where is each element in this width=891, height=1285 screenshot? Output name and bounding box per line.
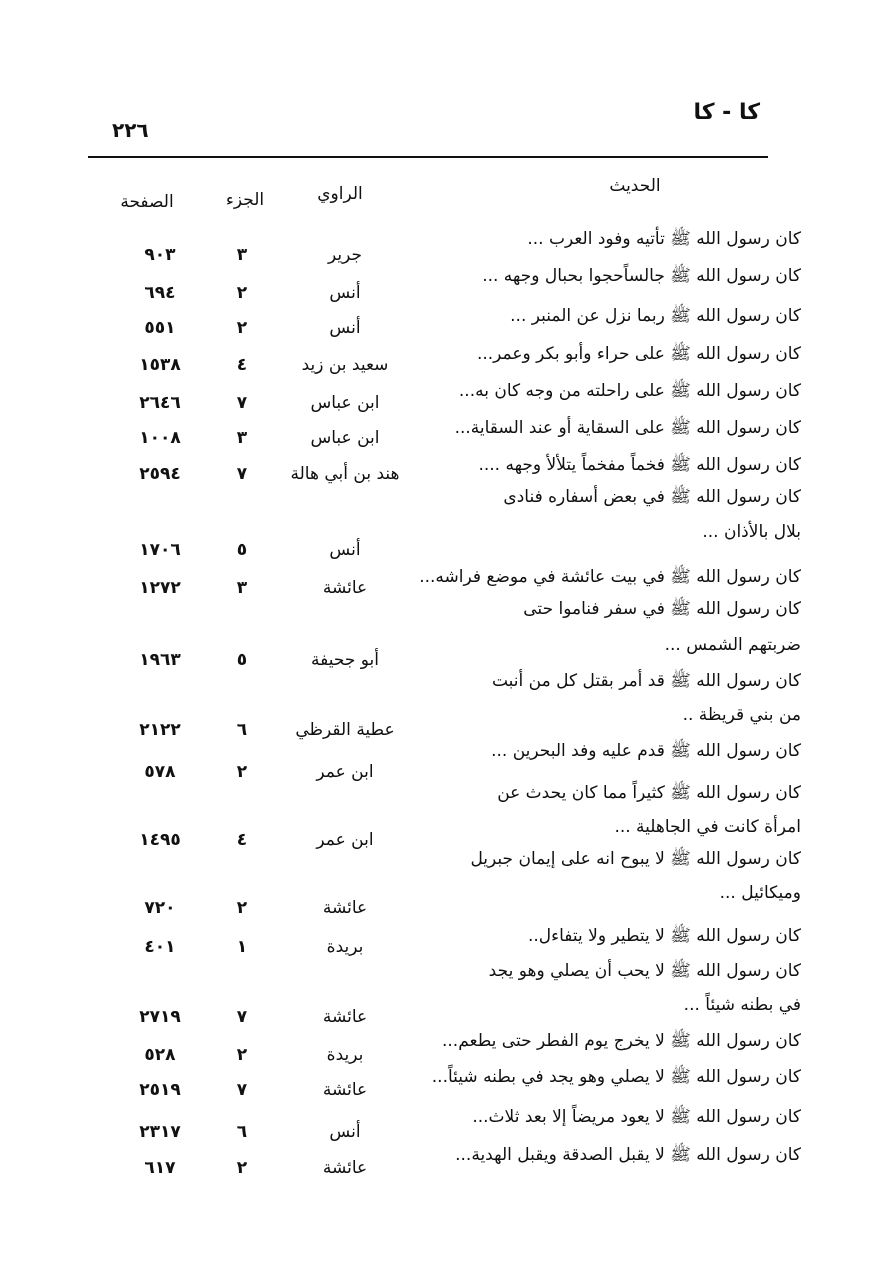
- part-number: ٤: [236, 355, 248, 375]
- hadith-text: كان رسول الله ﷺ كثيراً مما كان يحدث عن: [497, 783, 801, 803]
- hadith-text: كان رسول الله ﷺ لا يقبل الصدقة ويقبل الهدية...: [455, 1145, 801, 1165]
- part-number: ١: [236, 937, 248, 957]
- hadith-text: كان رسول الله ﷺ في بعض أسفاره فنادى: [503, 487, 801, 507]
- part-number: ٦: [236, 1122, 248, 1142]
- page-reference: ١٤٩٥: [139, 830, 181, 850]
- page-reference: ٥٥١: [144, 318, 176, 338]
- hadith-text: كان رسول الله ﷺ قدم عليه وفد البحرين ...: [491, 741, 801, 761]
- column-header-part: الجزء: [225, 190, 265, 210]
- hadith-text: كان رسول الله ﷺ تأتيه وفود العرب ...: [527, 229, 801, 249]
- hadith-text-continuation: وميكائيل ...: [719, 883, 801, 903]
- part-number: ٢: [236, 1045, 248, 1065]
- narrator-name: عائشة: [322, 898, 368, 918]
- hadith-text: كان رسول الله ﷺ على حراء وأبو بكر وعمر...: [476, 344, 801, 364]
- part-number: ٢: [236, 1158, 248, 1178]
- part-number: ٥: [236, 540, 248, 560]
- hadith-text-continuation: في بطنه شيئاً ...: [683, 995, 801, 1015]
- hadith-text: كان رسول الله ﷺ في بيت عائشة في موضع فراشه...: [419, 567, 801, 587]
- narrator-name: عائشة: [322, 578, 368, 598]
- hadith-text: كان رسول الله ﷺ جالساًحجوا بحبال وجهه ...: [482, 266, 801, 286]
- hadith-text: كان رسول الله ﷺ لا يصلي وهو يجد في بطنه شيئاً...: [431, 1067, 801, 1087]
- page-reference: ١٢٧٢: [139, 578, 181, 598]
- column-header-narrator: الراوي: [317, 184, 363, 204]
- running-head: كا - كا: [693, 100, 760, 125]
- narrator-name: أبو جحيفة: [311, 650, 379, 670]
- narrator-name: أنس: [329, 318, 361, 338]
- narrator-name: ابن عباس: [310, 393, 380, 413]
- part-number: ٣: [236, 428, 248, 448]
- part-number: ٤: [236, 830, 248, 850]
- narrator-name: بريدة: [326, 1045, 364, 1065]
- page-number: ٢٢٦: [112, 118, 149, 142]
- page-reference: ١٠٠٨: [139, 428, 181, 448]
- narrator-name: ابن عمر: [316, 830, 374, 850]
- narrator-name: عائشة: [322, 1080, 368, 1100]
- page-reference: ٢٥٩٤: [139, 464, 181, 484]
- hadith-text: كان رسول الله ﷺ على السقاية أو عند السقاية...: [454, 418, 801, 438]
- part-number: ٧: [236, 393, 248, 413]
- page-reference: ٩٠٣: [144, 245, 176, 265]
- hadith-text: كان رسول الله ﷺ على راحلته من وجه كان به...: [458, 381, 801, 401]
- part-number: ٢: [236, 762, 248, 782]
- hadith-text: كان رسول الله ﷺ لا يخرج يوم الفطر حتى يطعم...: [442, 1031, 801, 1051]
- hadith-text-continuation: من بني قريظة ..: [682, 705, 801, 725]
- page-reference: ٧٢٠: [144, 898, 176, 918]
- narrator-name: هند بن أبي هالة: [290, 464, 400, 484]
- hadith-text: كان رسول الله ﷺ لا يحب أن يصلي وهو يجد: [488, 961, 801, 981]
- part-number: ٧: [236, 464, 248, 484]
- part-number: ٢: [236, 318, 248, 338]
- page-reference: ١٩٦٣: [139, 650, 181, 670]
- narrator-name: أنس: [329, 540, 361, 560]
- hadith-text-continuation: ضربتهم الشمس ...: [664, 635, 801, 655]
- page-reference: ٥٧٨: [144, 762, 176, 782]
- page-reference: ١٥٣٨: [139, 355, 181, 375]
- page-reference: ٦١٧: [144, 1158, 176, 1178]
- hadith-text: كان رسول الله ﷺ قد أمر بقتل كل من أنبت: [491, 671, 801, 691]
- narrator-name: بريدة: [326, 937, 364, 957]
- page-reference: ٢٦٤٦: [139, 393, 181, 413]
- part-number: ٣: [236, 578, 248, 598]
- part-number: ٢: [236, 283, 248, 303]
- page-reference: ٢١٢٢: [139, 720, 181, 740]
- narrator-name: ابن عباس: [310, 428, 380, 448]
- page-reference: ٤٠١: [144, 937, 176, 957]
- narrator-name: ابن عمر: [316, 762, 374, 782]
- part-number: ٢: [236, 898, 248, 918]
- hadith-text: كان رسول الله ﷺ فخماً مفخماً يتلألأ وجهه ....: [478, 455, 801, 475]
- hadith-text: كان رسول الله ﷺ لا يعود مريضاً إلا بعد ثلاث...: [472, 1107, 801, 1127]
- page-reference: ١٧٠٦: [139, 540, 181, 560]
- narrator-name: أنس: [329, 283, 361, 303]
- hadith-text: كان رسول الله ﷺ في سفر فناموا حتى: [523, 599, 801, 619]
- page-reference: ٢٥١٩: [139, 1080, 181, 1100]
- page-reference: ٥٢٨: [144, 1045, 176, 1065]
- part-number: ٦: [236, 720, 248, 740]
- column-header-hadith: الحديث: [609, 176, 661, 196]
- column-header-page: الصفحة: [120, 192, 174, 212]
- narrator-name: جرير: [328, 245, 362, 265]
- part-number: ٧: [236, 1007, 248, 1027]
- narrator-name: عائشة: [322, 1158, 368, 1178]
- page-reference: ٦٩٤: [144, 283, 176, 303]
- hadith-text-continuation: بلال بالأذان ...: [702, 522, 801, 542]
- hadith-text: كان رسول الله ﷺ ربما نزل عن المنبر ...: [510, 306, 801, 326]
- narrator-name: عطية القرظي: [295, 720, 395, 740]
- narrator-name: عائشة: [322, 1007, 368, 1027]
- part-number: ٧: [236, 1080, 248, 1100]
- narrator-name: أنس: [329, 1122, 361, 1142]
- part-number: ٥: [236, 650, 248, 670]
- page-reference: ٢٣١٧: [139, 1122, 181, 1142]
- hadith-text: كان رسول الله ﷺ لا يتطير ولا يتفاءل..: [527, 926, 801, 946]
- narrator-name: سعيد بن زيد: [301, 355, 389, 375]
- page-reference: ٢٧١٩: [139, 1007, 181, 1027]
- hadith-text-continuation: امرأة كانت في الجاهلية ...: [614, 817, 801, 837]
- part-number: ٣: [236, 245, 248, 265]
- hadith-text: كان رسول الله ﷺ لا يبوح انه على إيمان جبريل: [470, 849, 801, 869]
